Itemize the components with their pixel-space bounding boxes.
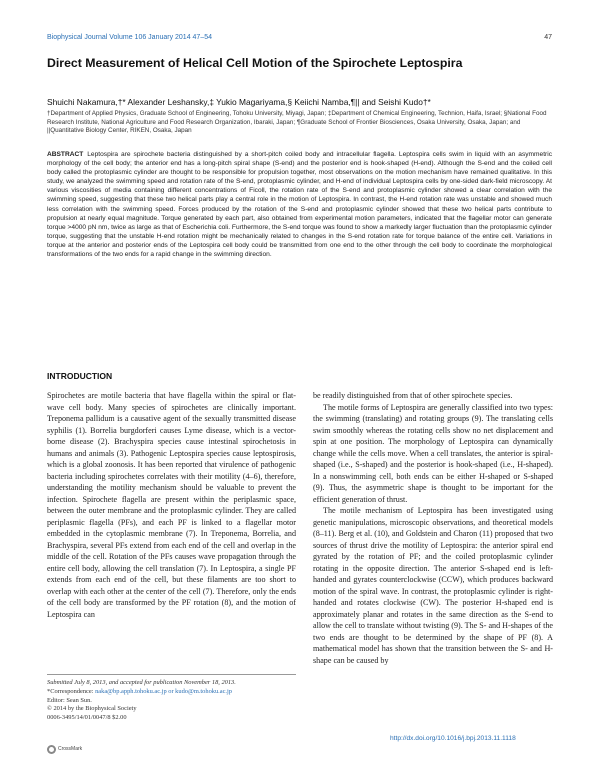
section-heading-introduction: INTRODUCTION bbox=[47, 371, 113, 381]
paragraph: The motile forms of Leptospira are generally classified into two types: the swimming (translating) and rotating groups (9). The translating cells swim smoothly whereas the rotating cells show no net displacement and spin at one position. The morphology of Leptospira can dynamically change while the cells move. When a cell translates, the anterior is spiral-shaped (i.e., S-shaped) and the posterior is hook-shaped (i.e., H-shaped). In a nonswimming cell, both ends can be either H-shaped or S-shaped (9). Thus, the asymmetric shape is thought to be important for the efficient generation of thrust. bbox=[313, 402, 553, 504]
running-header bbox=[47, 34, 552, 46]
journal-reference[interactable]: Biophysical Journal Volume 106 January 2014 47–54 bbox=[47, 34, 213, 41]
paragraph: The motile mechanism of Leptospira has been investigated using genetic manipulations, microscopic observations, and theoretical models (8–11). Berg et al. (10), and Goldstein and Charon (11) proposed that two sources of thrust drive the motility of Leptospira: the anterior spiral end gyrated by the rotation of PF; and the coiled protoplasmic cylinder rotating in the opposite direction. The anterior S-shaped end is left-handed and gyrates counterclockwise (CCW), which produces backward motion of the spiral wave. In contrast, the protoplasmic cylinder is right-handed and rotates clockwise (CW). The posterior H-shaped end is approximately planar and rotates in the same direction as the S-end to allow the cell to translate without twisting (9). The S- and H-shapes of the two ends are thought to be determined by the shape of PF (8). A mathematical model has shown that the transition between the S- and H-shape can be caused by bbox=[313, 506, 553, 665]
issn-line: 0006-3495/14/01/0047/8 $2.00 bbox=[47, 714, 127, 722]
article-title: Direct Measurement of Helical Cell Motion of the Spirochete Leptospira bbox=[47, 56, 463, 70]
page-number: 47 bbox=[544, 34, 552, 41]
abstract bbox=[47, 150, 552, 259]
doi-link[interactable]: http://dx.doi.org/10.1016/j.bpj.2013.11.1118 bbox=[390, 735, 516, 742]
paragraph: be readily distinguished from that of other spirochete species. bbox=[313, 391, 513, 400]
author-list: Shuichi Nakamura,†* Alexander Leshansky,‡ Yukio Magariyama,§ Keiichi Namba,¶|| and Seishi Kudo†* bbox=[47, 97, 431, 107]
correspondence-emails[interactable]: naka@bp.apph.tohoku.ac.jp or kudo@m.tohoku.ac.jp bbox=[95, 687, 233, 695]
crossmark-icon bbox=[47, 745, 56, 754]
left-text-column bbox=[47, 390, 296, 620]
footnote-divider bbox=[47, 674, 296, 675]
footnotes bbox=[47, 679, 296, 723]
crossmark-label: CrossMark bbox=[58, 746, 83, 752]
paragraph: Spirochetes are motile bacteria that have flagella within the spiral or flat-wave cell body. Many species of spirochetes are clinically important. Treponema pallidum is a causative agent of the sexually transmitted disease syphilis (1). Borrelia burgdorferi causes Lyme disease, which is a vector-borne disease (2). Brachyspira species cause intestinal spirochetosis in humans and animals (3). Pathogenic Leptospira species cause leptospirosis, which is a global zoonosis. It has been reported that virulence of pathogenic bacteria including spirochetes correlates with their motility (4–6), therefore, understanding the motility mechanism should be valuable to prevent the infection. Spirochete flagella are present within the periplasmic space, between the outer membrane and the protoplasmic cylinder. They are called periplasmic flagella (PFs), and each PF is linked to a flagellar motor embedded in the cytoplasmic membrane (7). In Treponema, Borrelia, and Brachyspira, several PFs extend from each end of the cell and overlap in the middle of the cell. Rotation of the PFs causes wave propagation through the entire cell body, allowing the cell translation (7). In Leptospira, a single PF extends from each end of the cell, but these filaments are too short to overlap with each other at the center of the cell (7). Therefore, only the ends of the cell body are transformed by the PF rotation (8), and the motion of Leptospira can bbox=[47, 391, 296, 619]
abstract-text: Leptospira are spirochete bacteria distinguished by a short-pitch coiled body and intracellular flagella. Leptospira cells swim in liquid with an asymmetric morphology of the cell body; the anterior end has a long-pitch spiral shape (S-end) and the posterior end is hook-shaped (H-end). Although the S-end and the coiled cell body called the protoplasmic cylinder are thought to be responsible for propulsion together, most observations on the motion mechanism have remained qualitative. In this study, we analyzed the swimming speed and rotation rate of the S-end, protoplasmic cylinder, and H-end of individual Leptospira cells by one-sided dark-field microscopy. At various viscosities of media containing different concentrations of Ficoll, the rotation rate of the S-end and protoplasmic cylinder showed a clear correlation with the swimming speed, suggesting that these two helical parts play a central role in the motion of Leptospira. In contrast, the H-end rotation rate was unstable and showed much less correlation with the swimming speed. Forces produced by the rotation of the S-end and protoplasmic cylinder showed that these two helical parts contribute to propulsion at nearly equal magnitude. Torque generated by each part, also obtained from experimental motion parameters, indicated that the flagellar motor can generate torque >4000 pN nm, twice as large as that of Escherichia coli. Furthermore, the S-end torque was found to show a markedly larger fluctuation than the protoplasmic cylinder torque, suggesting that the unstable H-end rotation might be mechanically related to changes in the S-end rotation rate for torque balance of the entire cell. Variations in torque at the anterior and posterior ends of the Leptospira cell body could be transmitted from one end to the other through the cell body to coordinate the morphological transformations of the two ends for a rapid change in the swimming direction. bbox=[47, 151, 552, 259]
editor-line: Editor: Sean Sun. bbox=[47, 696, 92, 704]
affiliations: †Department of Applied Physics, Graduate School of Engineering, Tohoku University, Miyagi, Japan; ‡Department of Chemical Engineering, Technion, Haifa, Israel; §National Food Research Institute, National Agriculture and Food Research Organization, Ibaraki, Japan; ¶Graduate School of Frontier Biosciences, Osaka University, Osaka, Japan; and ||Quantitative Biology Center, RIKEN, Osaka, Japan bbox=[47, 110, 547, 135]
copyright-line: © 2014 by the Biophysical Society bbox=[47, 705, 137, 713]
crossmark-logo[interactable] bbox=[47, 744, 82, 754]
correspondence-label: *Correspondence: bbox=[47, 687, 94, 695]
right-text-column bbox=[313, 390, 553, 666]
submission-dates: Submitted July 8, 2013, and accepted for publication November 18, 2013. bbox=[47, 679, 236, 686]
abstract-label: ABSTRACT bbox=[47, 151, 84, 158]
correspondence bbox=[47, 688, 296, 697]
